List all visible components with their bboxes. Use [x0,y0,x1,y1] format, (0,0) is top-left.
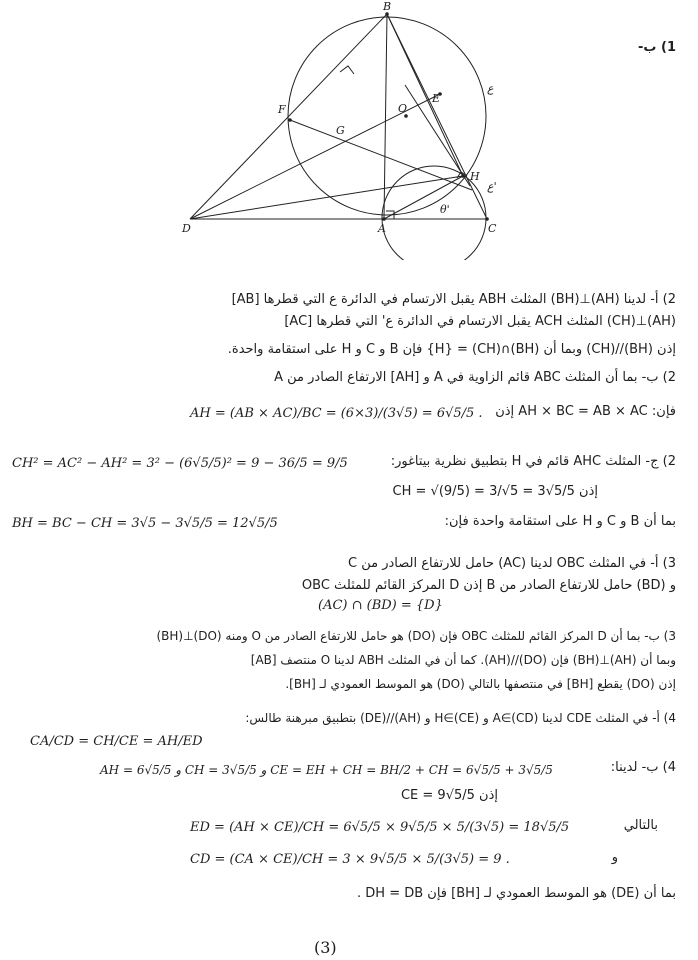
page-number: (3) [314,938,337,957]
label-small-circle: ع' [487,180,497,193]
q4b-math3: ED = (AH × CE)/CH = 6√5/5 × 9√5/5 × 5/(3√5) = 18√5/5 [190,820,570,835]
q4c-line1: بما أن (DE) هو الموسط العمودي لـ [BH] فإن DH = DB . [357,886,676,901]
label-F: F [278,103,286,116]
label-G: G [336,124,345,137]
q2b-math: AH = (AB × AC)/BC = (6×3)/(3√5) = 6√5/5 . [190,406,483,421]
q2c-text3: بما أن B و C و H على استقامة واحدة فإن: [444,514,676,529]
label-B: B [383,0,392,13]
label-C: C [488,222,497,235]
q4b-line2: إذن CE = 9√5/5 [400,788,498,803]
label-D: D [182,222,191,235]
q2a-line3: إذن (BH)//(CH) وبما أن (BH)∩(CH) = {H} فإن B و C و H على استقامة واحدة. [227,342,676,357]
right-angle-F [340,66,354,74]
q3a-line2: و (BD) حامل للارتفاع الصادر من B إذن D المركز القائم للمثلث OBC [301,578,676,593]
line-DB [190,14,387,219]
q2a-line1: 2) أ- لدينا (AH)⊥(BH) المثلث ABH يقبل الارتسام في الدائرة ع التي قطرها [AB] [231,292,676,307]
q4b-text4: و [611,850,618,865]
q2a-line2: (AH)⊥(CH) المثلث ACH يقبل الارتسام في الدائرة ع' التي قطرها [AC] [284,314,676,329]
label-H: H [470,170,480,183]
q2b-text: فإن: AH × BC = AB × AC إذن [495,404,676,419]
label-angle: θ' [440,203,450,216]
q4b-text3: بالتالي [623,818,658,833]
q3b-line3: إذن (DO) يقطع [BH] في منتصفها بالتالي (DO) هو الموسط العمودي لـ [BH]. [285,677,676,691]
q2b-line1: 2) ب- بما أن المثلث ABC قائم الزاوية في A و [AH] الارتفاع الصادر من A [274,370,676,385]
q4b-math: AH = 6√5/5 و CH = 3√5/5 و CE = EH + CH = BH/2 + CH = 6√5/5 + 3√5/5 [100,763,553,777]
geometry-figure [0,0,698,260]
q3a-line3: (AC) ∩ (BD) = {D} [318,598,443,613]
q3a-line1: 3) أ- في المثلث OBC لدينا (AC) حامل للارتفاع الصادر من C [348,556,676,571]
label-O: O [398,102,408,115]
q2c-math: CH² = AC² − AH² = 3² − (6√5/5)² = 9 − 36/5 = 9/5 [12,456,348,471]
label-big-circle: ع [487,82,494,95]
q4a-math: CA/CD = CH/CE = AH/ED [30,734,203,749]
q2c-text: 2) ج- المثلث AHC قائم في H بتطبيق نظرية بيتاغور: [390,454,676,469]
q4b-math4: CD = (CA × CE)/CH = 3 × 9√5/5 × 5/(3√5) = 9 . [190,852,510,867]
label-A: A [378,222,386,235]
q1-label: 1) ب- [638,40,676,55]
line-BH [387,14,463,176]
label-E: E [432,92,441,105]
line-BC [387,14,487,219]
q4a-line1: 4) أ- في المثلث CDE لدينا A∈(CD) و H∈(CE) و (AH)//(DE) بتطبيق مبرهنة طالس: [245,711,676,725]
q3b-line2: وبما أن (AH)⊥(BH) فإن (DO)//(AH). كما أن في المثلث ABH لدينا O منتصف [AB] [250,653,676,667]
q2c-math3: BH = BC − CH = 3√5 − 3√5/5 = 12√5/5 [12,516,278,531]
line-DH [190,176,463,219]
q4b-text: 4) ب- لدينا: [610,760,676,775]
q3b-line1: 3) ب- بما أن D المركز القائم للمثلث OBC فإن (DO) هو حامل للارتفاع الصادر من O ومنه (DO)⊥(BH) [156,629,676,643]
q2c-line2: إذن CH = √(9/5) = 3/√5 = 3√5/5 [392,484,598,499]
